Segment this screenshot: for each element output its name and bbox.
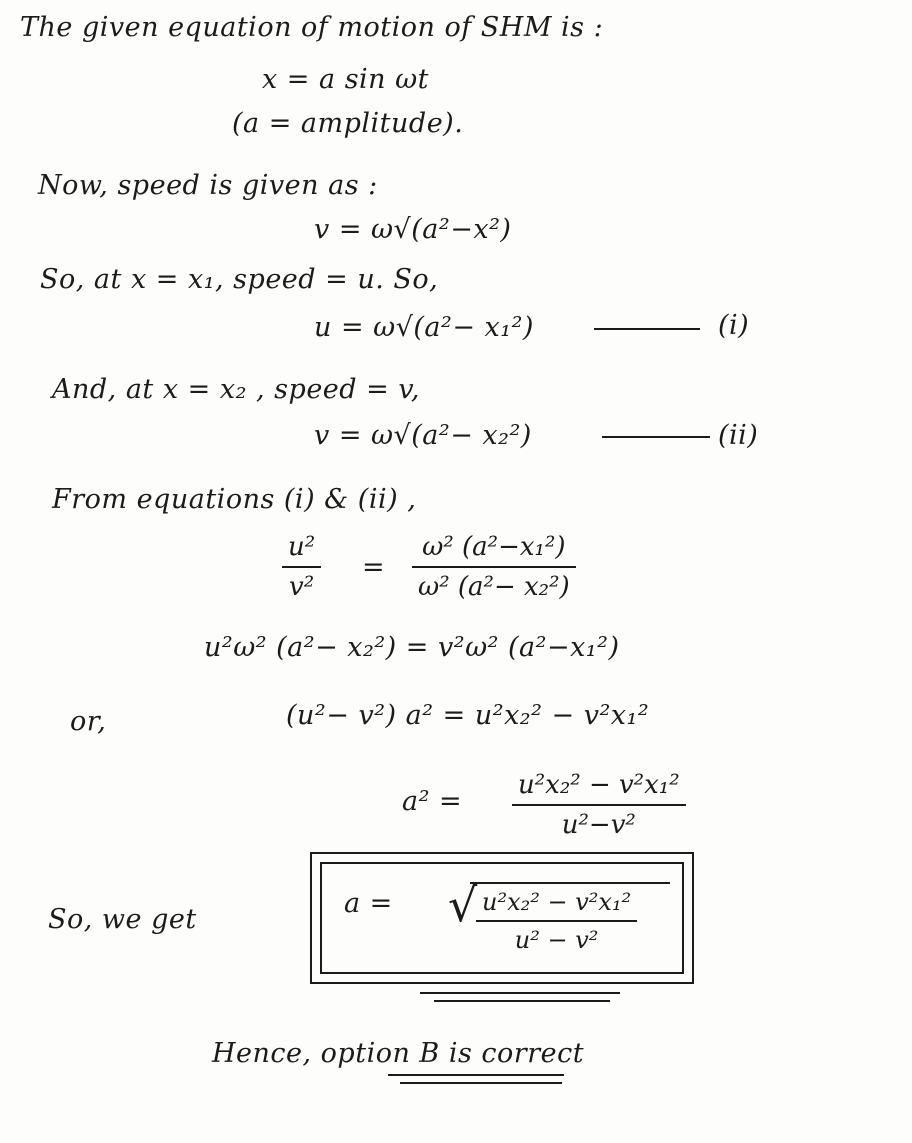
cross-multiplied: u²ω² (a²− x₂²) = v²ω² (a²−x₁²) — [204, 632, 620, 663]
equation-ii: v = ω√(a²− x₂²) — [314, 420, 532, 451]
conclusion: Hence, option B is correct — [212, 1038, 585, 1069]
a-squared-denominator: u²−v² — [561, 810, 636, 840]
ratio-lhs-numerator: u² — [288, 532, 316, 562]
equation-i-dash — [594, 328, 700, 330]
final-answer-fraction — [476, 888, 637, 954]
square-root-sign: √ — [448, 878, 478, 932]
from-equations: From equations (i) & (ii) , — [52, 484, 417, 515]
ratio-lhs-denominator: v² — [289, 572, 315, 602]
amplitude-note: (a = amplitude). — [232, 108, 464, 139]
a-squared-fraction — [512, 770, 686, 840]
ratio-rhs-fraction — [412, 532, 576, 602]
a-squared-lhs: a² = — [402, 786, 463, 817]
conclusion-underline-2 — [400, 1082, 562, 1084]
ratio-equals: = — [362, 552, 386, 583]
ratio-rhs-numerator: ω² (a²−x₁²) — [422, 532, 566, 562]
conclusion-underline-1 — [388, 1074, 564, 1076]
intro-line: The given equation of motion of SHM is : — [20, 12, 604, 43]
ratio-lhs-fraction — [282, 532, 321, 602]
so-we-get: So, we get — [48, 904, 197, 935]
or-lead: or, — [70, 706, 107, 737]
box-underline-2 — [434, 1000, 610, 1002]
a-squared-numerator: u²x₂² − v²x₁² — [518, 770, 680, 800]
final-answer-numerator: u²x₂² − v²x₁² — [482, 888, 632, 916]
box-underline-1 — [420, 992, 620, 994]
final-answer-lhs: a = — [344, 888, 393, 919]
square-root-vinculum — [470, 882, 670, 884]
equation-ii-tag: (ii) — [718, 420, 759, 451]
ratio-rhs-denominator: ω² (a²− x₂²) — [418, 572, 570, 602]
equation-i: u = ω√(a²− x₁²) — [314, 312, 534, 343]
equation-ii-dash — [602, 436, 710, 438]
speed-formula: v = ω√(a²−x²) — [314, 214, 512, 245]
shm-equation: x = a sin ωt — [262, 64, 430, 95]
speed-intro: Now, speed is given as : — [38, 170, 378, 201]
condition-x1: So, at x = x₁, speed = u. So, — [40, 264, 439, 295]
condition-x2: And, at x = x₂ , speed = v, — [52, 374, 420, 405]
final-answer-denominator: u² − v² — [514, 926, 599, 954]
rearranged-equation: (u²− v²) a² = u²x₂² − v²x₁² — [286, 700, 650, 731]
equation-i-tag: (i) — [718, 310, 750, 341]
